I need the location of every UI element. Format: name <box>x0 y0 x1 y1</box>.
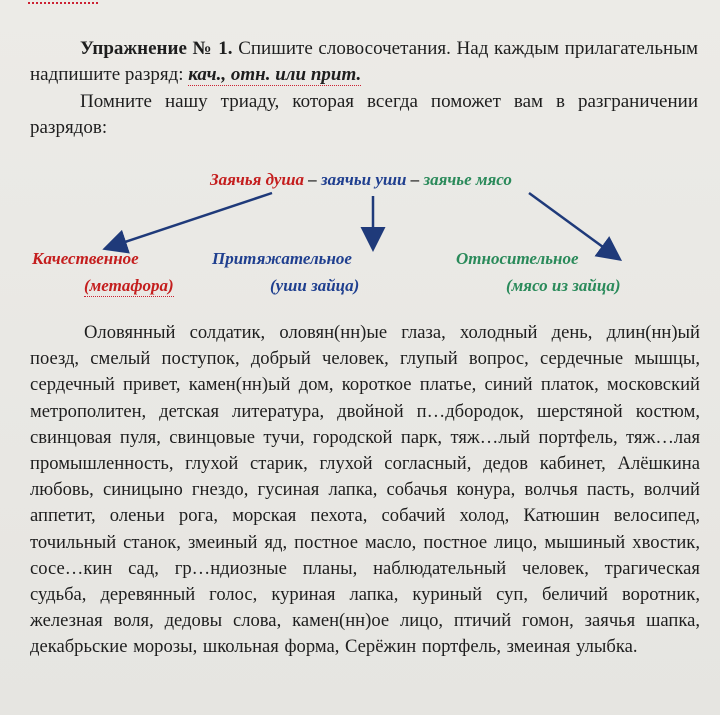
label-relative-note: (мясо из зайца) <box>506 276 621 295</box>
label-possessive-note: (уши зайца) <box>270 276 360 295</box>
triad-relative: заячье мясо <box>423 170 512 189</box>
triad-qualitative: Заячья душа <box>210 170 305 189</box>
instruction-text: Спишите словосочетания. Над каждым прилагательным надпишите разряд: <box>30 38 699 85</box>
label-qualitative-note: (метафора) <box>84 276 174 295</box>
exercise-title: Упражнение № 1. <box>80 38 233 59</box>
reminder-text: Помните нашу триаду, которая всегда поможет вам в разграничении разрядов: <box>30 91 698 138</box>
triad-possessive: заячьи уши <box>321 170 407 189</box>
triad-dash-1: – <box>304 170 322 189</box>
phrase-list-text: Оловянный солдатик, оловян(нн)ые глаза, холодный день, длин(нн)ый поезд, смелый поступок, добрый человек, глупый вопрос, сердечные мышцы, сердечный привет, камен(нн)ый дом, короткое платье, синий платок, московский метрополитен, детская литература, двойной п…дбородок, шерстяной костюм, свинцовая пуля, свинцовые тучи, городской парк, тяж…лый портфель, тяж…лая промышленность, глухой старик, глухой согласный, дедов кабинет, Алёшкина любовь, синицыно гнездо, гусиная лапка, собачья конура, волчья пасть, волчий аппетит, оленьи рога, морская пехота, собачий холод, Катюшин велосипед, точильный станок, змеиный яд, постное масло, постное лицо, мышиный хвостик, сосе…кин сад, гр…ндиозные планы, наблюдательный человек, трагическая судьба, деревянный голос, куриная лапка, куриный суп, беличий воротник, железная воля, дедовы слова, камен(нн)ое лицо, птичий гомон, заячья шапка, декабрьские морозы, школьная форма, Серёжин портфель, змеиная улыбка. <box>30 322 700 658</box>
label-relative: Относительное <box>456 249 579 268</box>
category-abbreviations: кач., отн. или прит. <box>188 64 362 85</box>
triad-dash-2: – <box>406 170 424 189</box>
arrow-to-qualitative <box>107 193 272 248</box>
label-qualitative: Качественное <box>32 249 139 268</box>
phrase-list <box>30 320 700 661</box>
label-possessive: Притяжательное <box>212 249 352 268</box>
